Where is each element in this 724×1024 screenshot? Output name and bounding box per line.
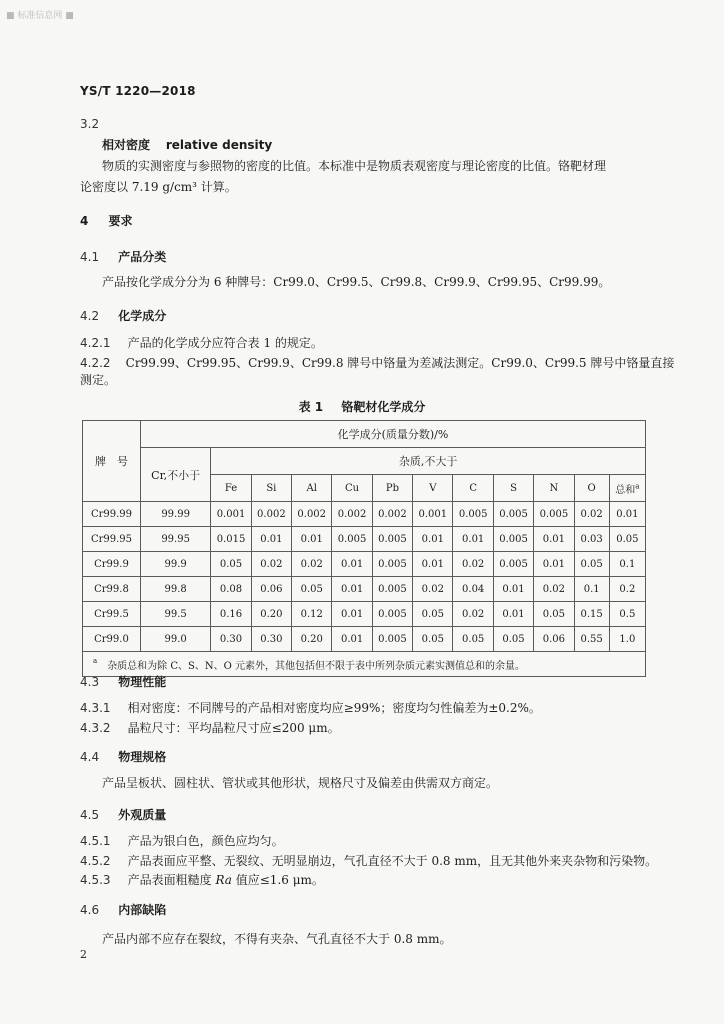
table-header-row-1 <box>83 421 646 448</box>
clause-4-4-title: 物理规格 <box>118 750 167 764</box>
impurity-cell: 0.01 <box>534 527 574 552</box>
clause-4-5-number: 4.5 <box>80 808 100 822</box>
impurity-cell: 0.002 <box>332 502 372 527</box>
clause-4-4-text: 产品呈板状、圆柱状、管状或其他形状，规格尺寸及偏差由供需双方商定。 <box>102 776 499 790</box>
table-caption-title: 铬靶材化学成分 <box>341 400 426 414</box>
impurity-cell: 0.005 <box>493 552 533 577</box>
clause-4-2-1-text: 产品的化学成分应符合表 1 的规定。 <box>127 336 323 350</box>
impurity-cell: 0.06 <box>251 577 291 602</box>
clause-4-5-1 <box>80 830 284 849</box>
impurity-cell: 0.16 <box>211 602 251 627</box>
clause-4-6-title: 内部缺陷 <box>118 903 167 917</box>
impurity-cell: 0.01 <box>453 527 493 552</box>
clause-4-5-1-number: 4.5.1 <box>80 834 111 848</box>
element-header-total-label: 总和 <box>615 484 636 496</box>
impurity-cell: 0.01 <box>413 527 453 552</box>
impurity-cell: 0.005 <box>493 502 533 527</box>
brand-cell: Cr99.9 <box>83 552 141 577</box>
clause-4-6-number: 4.6 <box>80 903 100 917</box>
impurity-cell: 0.015 <box>211 527 251 552</box>
impurity-cell: 0.03 <box>574 527 609 552</box>
section-4-heading <box>80 212 133 229</box>
cr-cell: 99.0 <box>140 627 210 652</box>
impurity-cell: 0.05 <box>574 552 609 577</box>
clause-4-5-1-text: 产品为银白色，颜色应均匀。 <box>127 834 284 848</box>
clause-4-1-title: 产品分类 <box>118 250 167 264</box>
clause-4-1-text: 产品按化学成分分为 6 种牌号：Cr99.0、Cr99.5、Cr99.8、Cr99.9、Cr99.95、Cr99.99。 <box>102 275 611 289</box>
impurity-cell: 0.02 <box>534 577 574 602</box>
table-caption <box>0 398 724 415</box>
impurity-cell: 0.01 <box>534 552 574 577</box>
table-caption-number: 表 1 <box>298 400 324 414</box>
clause-4-5-3-number: 4.5.3 <box>80 873 111 887</box>
clause-4-3-2-text: 晶粒尺寸：平均晶粒尺寸应≤200 μm。 <box>127 721 340 735</box>
impurity-cell: 0.12 <box>292 602 332 627</box>
clause-4-5-3 <box>80 869 324 888</box>
term-zh: 相对密度 <box>102 138 151 152</box>
impurity-cell: 0.005 <box>534 502 574 527</box>
table-row <box>83 527 646 552</box>
impurity-cell: 0.20 <box>251 602 291 627</box>
brand-cell: Cr99.99 <box>83 502 141 527</box>
impurity-cell: 0.01 <box>332 627 372 652</box>
impurity-cell: 0.01 <box>332 552 372 577</box>
element-header-o: O <box>574 475 609 502</box>
impurity-cell: 0.01 <box>332 577 372 602</box>
section-4-number: 4 <box>80 214 89 228</box>
clause-4-1-heading <box>80 246 166 265</box>
element-header-al: Al <box>292 475 332 502</box>
document-header: YS/T 1220—2018 <box>80 84 196 98</box>
roughness-symbol: Ra <box>215 873 232 887</box>
term-en: relative density <box>165 138 273 152</box>
clause-4-1-number: 4.1 <box>80 250 100 264</box>
definition-line-2: 论密度以 7.19 g/cm³ 计算。 <box>80 180 237 194</box>
element-header-s: S <box>493 475 533 502</box>
table-row <box>83 627 646 652</box>
impurity-cell: 0.05 <box>534 602 574 627</box>
element-header-fe: Fe <box>211 475 251 502</box>
clause-4-5-heading <box>80 804 166 823</box>
brand-cell: Cr99.95 <box>83 527 141 552</box>
impurity-cell: 0.005 <box>372 552 412 577</box>
impurity-cell: 0.05 <box>292 577 332 602</box>
clause-4-2-2-text-2: 测定。 <box>80 373 117 387</box>
element-header-si: Si <box>251 475 291 502</box>
impurity-cell: 0.02 <box>453 602 493 627</box>
brand-cell: Cr99.8 <box>83 577 141 602</box>
impurity-cell: 0.55 <box>574 627 609 652</box>
cr-cell: 99.9 <box>140 552 210 577</box>
impurity-cell: 0.2 <box>609 577 645 602</box>
clause-4-5-2-number: 4.5.2 <box>80 854 111 868</box>
clause-4-3-1-number: 4.3.1 <box>80 701 111 715</box>
impurity-cell: 0.05 <box>493 627 533 652</box>
impurity-cell: 0.06 <box>534 627 574 652</box>
impurity-cell: 0.05 <box>413 602 453 627</box>
table-row <box>83 552 646 577</box>
table-header-row-2 <box>83 448 646 475</box>
impurity-cell: 1.0 <box>609 627 645 652</box>
impurity-cell: 0.30 <box>211 627 251 652</box>
impurity-cell: 0.02 <box>413 577 453 602</box>
impurity-cell: 0.1 <box>574 577 609 602</box>
composition-header: 化学成分(质量分数)/% <box>140 421 645 448</box>
impurity-cell: 0.005 <box>453 502 493 527</box>
clause-4-5-2 <box>80 850 657 869</box>
clause-4-2-2-number: 4.2.2 <box>80 356 111 370</box>
impurity-cell: 0.005 <box>372 602 412 627</box>
impurity-cell: 0.002 <box>251 502 291 527</box>
impurity-cell: 0.02 <box>574 502 609 527</box>
clause-4-3-title: 物理性能 <box>118 675 167 689</box>
impurity-cell: 0.005 <box>372 577 412 602</box>
brand-cell: Cr99.0 <box>83 627 141 652</box>
impurity-cell: 0.05 <box>211 552 251 577</box>
impurity-cell: 0.20 <box>292 627 332 652</box>
impurity-cell: 0.01 <box>251 527 291 552</box>
clause-4-2-1 <box>80 332 323 351</box>
clause-4-3-1 <box>80 697 541 716</box>
clause-4-3-2 <box>80 717 340 736</box>
section-4-title: 要求 <box>108 214 133 228</box>
impurity-cell: 0.01 <box>292 527 332 552</box>
table-row <box>83 602 646 627</box>
composition-table <box>82 420 646 677</box>
impurity-cell: 0.001 <box>413 502 453 527</box>
term-heading <box>102 136 272 153</box>
clause-4-3-number: 4.3 <box>80 675 100 689</box>
element-header-pb: Pb <box>372 475 412 502</box>
impurity-cell: 0.30 <box>251 627 291 652</box>
cr-cell: 99.99 <box>140 502 210 527</box>
impurity-cell: 0.001 <box>211 502 251 527</box>
clause-4-5-3-text <box>128 873 324 887</box>
cr-cell: 99.8 <box>140 577 210 602</box>
impurity-cell: 0.04 <box>453 577 493 602</box>
table-body <box>83 502 646 652</box>
clause-4-2-2-text-1: Cr99.99、Cr99.95、Cr99.9、Cr99.8 牌号中铬量为差减法测定。Cr99.0、Cr99.5 牌号中铬量直接 <box>125 356 675 370</box>
page-number: 2 <box>80 948 87 961</box>
impurity-cell: 0.08 <box>211 577 251 602</box>
impurity-cell: 0.05 <box>413 627 453 652</box>
corner-watermark: ■ 标准信息网 ■ <box>6 11 74 21</box>
cr-header: Cr,不小于 <box>140 448 210 502</box>
impurity-cell: 0.005 <box>372 627 412 652</box>
clause-4-2-heading <box>80 305 166 324</box>
definition-line-1: 物质的实测密度与参照物的密度的比值。本标准中是物质表观密度与理论密度的比值。铬靶材理 <box>102 159 607 173</box>
clause-4-3-1-text: 相对密度：不同牌号的产品相对密度均应≥99%；密度均匀性偏差为±0.2%。 <box>127 701 541 715</box>
clause-4-5-3-text-a: 产品表面粗糙度 <box>127 873 216 887</box>
element-header-n: N <box>534 475 574 502</box>
element-header-v: V <box>413 475 453 502</box>
clause-4-6-text: 产品内部不应存在裂纹，不得有夹杂、气孔直径不大于 0.8 mm。 <box>102 932 452 946</box>
impurity-cell: 0.5 <box>609 602 645 627</box>
impurity-cell: 0.01 <box>493 602 533 627</box>
note-text: 杂质总和为除 C、S、N、O 元素外，其他包括但不限于表中所列杂质元素实测值总和的余量。 <box>107 660 525 672</box>
impurity-cell: 0.02 <box>251 552 291 577</box>
clause-4-3-heading <box>80 671 166 690</box>
element-header-total <box>609 475 645 502</box>
impurity-cell: 0.1 <box>609 552 645 577</box>
impurity-cell: 0.05 <box>453 627 493 652</box>
impurity-cell: 0.15 <box>574 602 609 627</box>
table-row <box>83 502 646 527</box>
clause-4-2-1-number: 4.2.1 <box>80 336 111 350</box>
impurity-cell: 0.05 <box>609 527 645 552</box>
table-note <box>83 652 646 677</box>
element-header-cu: Cu <box>332 475 372 502</box>
total-footnote-mark: a <box>635 482 640 491</box>
brand-header: 牌 号 <box>83 421 141 502</box>
element-header-c: C <box>453 475 493 502</box>
impurity-cell: 0.005 <box>332 527 372 552</box>
impurity-cell: 0.002 <box>292 502 332 527</box>
clause-4-2-title: 化学成分 <box>118 309 167 323</box>
impurity-cell: 0.01 <box>493 577 533 602</box>
table-row <box>83 577 646 602</box>
clause-4-5-3-text-b: 值应≤1.6 μm。 <box>231 873 324 887</box>
cr-cell: 99.95 <box>140 527 210 552</box>
brand-cell: Cr99.5 <box>83 602 141 627</box>
clause-3-2-number: 3.2 <box>80 117 100 131</box>
impurity-header: 杂质,不大于 <box>211 448 646 475</box>
cr-cell: 99.5 <box>140 602 210 627</box>
clause-4-4-number: 4.4 <box>80 750 100 764</box>
impurity-cell: 0.01 <box>332 602 372 627</box>
clause-4-2-2 <box>80 352 674 371</box>
impurity-cell: 0.005 <box>372 527 412 552</box>
clause-4-2-number: 4.2 <box>80 309 100 323</box>
table-note-row <box>83 652 646 677</box>
clause-4-5-2-text: 产品表面应平整、无裂纹、无明显崩边，气孔直径不大于 0.8 mm，且无其他外来夹杂物和污染物。 <box>127 854 658 868</box>
clause-4-6-heading <box>80 899 166 918</box>
impurity-cell: 0.02 <box>292 552 332 577</box>
clause-4-4-heading <box>80 746 166 765</box>
clause-4-3-2-number: 4.3.2 <box>80 721 111 735</box>
impurity-cell: 0.02 <box>453 552 493 577</box>
impurity-cell: 0.002 <box>372 502 412 527</box>
note-mark: a <box>93 656 98 665</box>
clause-4-5-title: 外观质量 <box>118 808 167 822</box>
impurity-cell: 0.01 <box>609 502 645 527</box>
impurity-cell: 0.01 <box>413 552 453 577</box>
impurity-cell: 0.005 <box>493 527 533 552</box>
